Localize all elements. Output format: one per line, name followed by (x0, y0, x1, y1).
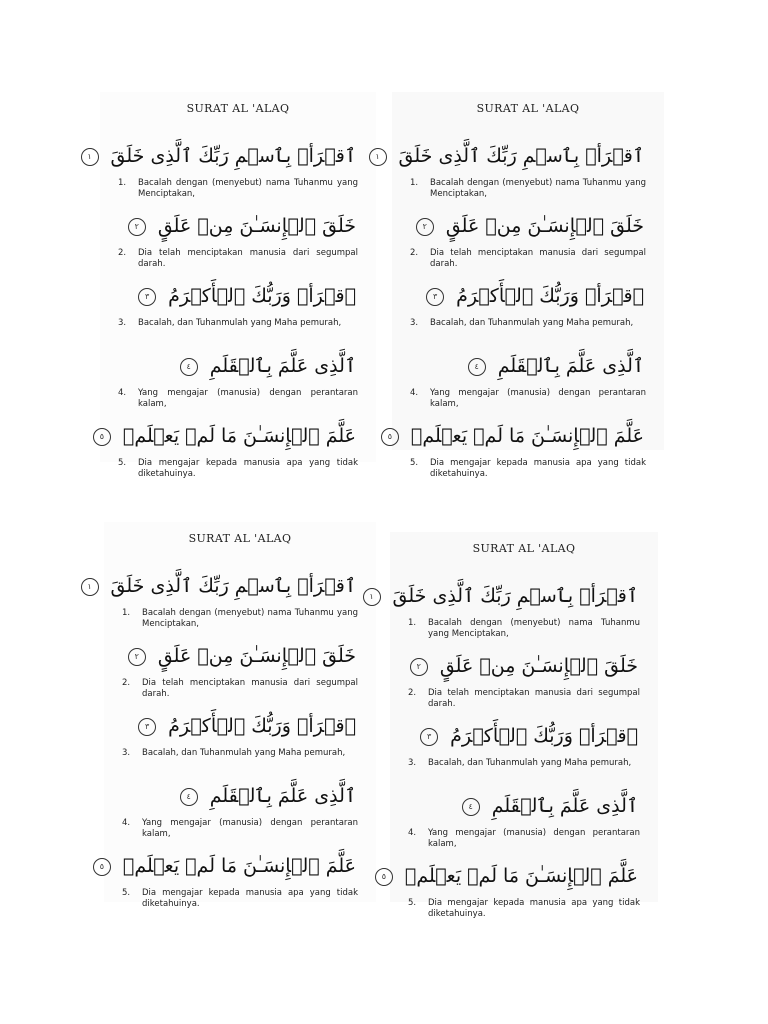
translation-text: Dia telah menciptakan manusia dari segumpal darah. (142, 678, 358, 699)
translation-text: Bacalah dengan (menyebut) nama Tuhanmu yang Menciptakan, (142, 608, 358, 629)
translation-number: 2. (408, 688, 417, 698)
arabic-verse-1 (369, 584, 658, 614)
translation-text: Yang mengajar (manusia) dengan perantaran kalam, (142, 818, 358, 839)
arabic-verse-1 (375, 144, 664, 174)
translation-number: 4. (410, 388, 419, 398)
translation-3 (392, 314, 664, 354)
translation-text: Yang mengajar (manusia) dengan perantaran kalam, (428, 828, 640, 849)
verse-number-marker: ١ (369, 148, 387, 166)
translation-1 (100, 174, 376, 214)
translation-text: Bacalah, dan Tuhanmulah yang Maha pemurah, (142, 748, 346, 758)
surah-card-top-right (375, 92, 664, 479)
surah-title: SURAT AL 'ALAQ (186, 102, 290, 115)
arabic-verse-2 (104, 644, 376, 674)
translation-text: Dia telah menciptakan manusia dari segumpal darah. (430, 248, 646, 269)
translation-text: Dia mengajar kepada manusia apa yang tidak diketahuinya. (142, 888, 358, 909)
verse-number-marker: ٤ (462, 798, 480, 816)
translation-number: 1. (410, 178, 419, 188)
arabic-text: ٱقۡرَأۡ وَرَبُّكَ ٱلۡأَكۡرَمُ (456, 285, 644, 307)
arabic-text: عَلَّمَ ٱلۡإِنسَـٰنَ مَا لَمۡ يَعۡلَمۡ (404, 865, 638, 887)
arabic-verse-5 (100, 424, 376, 454)
translation-text: Dia mengajar kepada manusia apa yang tidak diketahuinya. (430, 458, 646, 479)
verse-number-marker: ٥ (375, 868, 393, 886)
translation-text: Bacalah dengan (menyebut) nama Tuhanmu yang Menciptakan, (138, 178, 358, 199)
translation-5 (100, 454, 376, 494)
translation-number: 1. (408, 618, 417, 628)
arabic-text: خَلَقَ ٱلۡإِنسَـٰنَ مِنۡ عَلَقٍ (439, 655, 638, 677)
arabic-text: خَلَقَ ٱلۡإِنسَـٰنَ مِنۡ عَلَقٍ (157, 645, 356, 667)
translation-number: 3. (118, 318, 127, 328)
translation-number: 1. (122, 608, 131, 618)
arabic-verse-2 (100, 214, 376, 244)
translation-2 (104, 674, 376, 714)
arabic-text: ٱقۡرَأۡ بِٱسۡمِ رَبِّكَ ٱلَّذِى خَلَقَ (110, 145, 356, 167)
translation-number: 2. (118, 248, 127, 258)
translation-number: 5. (122, 888, 131, 898)
arabic-verse-5 (387, 424, 664, 454)
verse-number-marker: ٣ (138, 288, 156, 306)
arabic-verse-1 (87, 144, 376, 174)
translation-3 (390, 754, 658, 794)
translation-text: Bacalah dengan (menyebut) nama Tuhanmu yang Menciptakan, (428, 618, 640, 639)
translation-text: Dia telah menciptakan manusia dari segumpal darah. (138, 248, 358, 269)
arabic-text: ٱلَّذِى عَلَّمَ بِٱلۡقَلَمِ (491, 795, 638, 817)
translation-number: 4. (408, 828, 417, 838)
surah-card-bottom-left (87, 522, 376, 909)
translation-3 (100, 314, 376, 354)
translation-text: Dia telah menciptakan manusia dari segumpal darah. (428, 688, 640, 709)
arabic-verse-3 (392, 284, 664, 314)
translation-text: Dia mengajar kepada manusia apa yang tidak diketahuinya. (138, 458, 358, 479)
arabic-text: خَلَقَ ٱلۡإِنسَـٰنَ مِنۡ عَلَقٍ (157, 215, 356, 237)
arabic-text: ٱقۡرَأۡ وَرَبُّكَ ٱلۡأَكۡرَمُ (168, 285, 356, 307)
translation-number: 4. (118, 388, 127, 398)
translation-number: 5. (408, 898, 417, 908)
translation-2 (100, 244, 376, 284)
arabic-text: ٱقۡرَأۡ بِٱسۡمِ رَبِّكَ ٱلَّذِى خَلَقَ (110, 575, 356, 597)
translation-number: 4. (122, 818, 131, 828)
translation-2 (392, 244, 664, 284)
arabic-text: ٱلَّذِى عَلَّمَ بِٱلۡقَلَمِ (209, 785, 356, 807)
verse-number-marker: ٥ (93, 428, 111, 446)
arabic-verse-3 (100, 284, 376, 314)
translation-text: Dia mengajar kepada manusia apa yang tidak diketahuinya. (428, 898, 640, 919)
translation-1 (104, 604, 376, 644)
arabic-text: ٱلَّذِى عَلَّمَ بِٱلۡقَلَمِ (497, 355, 644, 377)
arabic-text: ٱلَّذِى عَلَّمَ بِٱلۡقَلَمِ (209, 355, 356, 377)
verse-number-marker: ٣ (426, 288, 444, 306)
arabic-verse-5 (99, 854, 376, 884)
arabic-verse-4 (100, 354, 376, 384)
translation-5 (104, 884, 376, 924)
verse-number-marker: ٢ (410, 658, 428, 676)
surah-title: SURAT AL 'ALAQ (188, 532, 292, 545)
translation-number: 1. (118, 178, 127, 188)
verse-number-marker: ٢ (128, 648, 146, 666)
surah-card-bottom-right (369, 532, 658, 919)
translation-number: 2. (122, 678, 131, 688)
arabic-verse-2 (392, 214, 664, 244)
verse-number-marker: ٢ (128, 218, 146, 236)
translation-1 (392, 174, 664, 214)
translation-text: Bacalah dengan (menyebut) nama Tuhanmu yang Menciptakan, (430, 178, 646, 199)
surah-title: SURAT AL 'ALAQ (472, 542, 576, 555)
translation-text: Bacalah, dan Tuhanmulah yang Maha pemurah, (428, 758, 632, 768)
translation-4 (104, 814, 376, 854)
arabic-text: ٱقۡرَأۡ بِٱسۡمِ رَبِّكَ ٱلَّذِى خَلَقَ (392, 585, 638, 607)
arabic-verse-5 (381, 864, 658, 894)
arabic-verse-4 (390, 794, 658, 824)
translation-number: 3. (408, 758, 417, 768)
arabic-text: ٱقۡرَأۡ وَرَبُّكَ ٱلۡأَكۡرَمُ (450, 725, 638, 747)
translation-text: Yang mengajar (manusia) dengan perantaran kalam, (430, 388, 646, 409)
arabic-verse-4 (392, 354, 664, 384)
verse-number-marker: ٤ (180, 788, 198, 806)
verse-number-marker: ١ (363, 588, 381, 606)
verse-number-marker: ٣ (138, 718, 156, 736)
translation-4 (392, 384, 664, 424)
arabic-text: خَلَقَ ٱلۡإِنسَـٰنَ مِنۡ عَلَقٍ (445, 215, 644, 237)
translation-4 (390, 824, 658, 864)
translation-3 (104, 744, 376, 784)
verse-number-marker: ٥ (381, 428, 399, 446)
translation-1 (390, 614, 658, 654)
verse-number-marker: ٣ (420, 728, 438, 746)
translation-5 (392, 454, 664, 494)
translation-number: 3. (122, 748, 131, 758)
translation-5 (390, 894, 658, 934)
arabic-text: عَلَّمَ ٱلۡإِنسَـٰنَ مَا لَمۡ يَعۡلَمۡ (410, 425, 644, 447)
verse-number-marker: ٤ (180, 358, 198, 376)
translation-number: 3. (410, 318, 419, 328)
translation-number: 2. (410, 248, 419, 258)
arabic-verse-3 (390, 724, 658, 754)
surah-title: SURAT AL 'ALAQ (476, 102, 580, 115)
translation-2 (390, 684, 658, 724)
translation-text: Bacalah, dan Tuhanmulah yang Maha pemurah, (430, 318, 634, 328)
arabic-verse-1 (87, 574, 376, 604)
translation-text: Bacalah, dan Tuhanmulah yang Maha pemurah, (138, 318, 342, 328)
arabic-text: ٱقۡرَأۡ وَرَبُّكَ ٱلۡأَكۡرَمُ (168, 715, 356, 737)
arabic-text: عَلَّمَ ٱلۡإِنسَـٰنَ مَا لَمۡ يَعۡلَمۡ (122, 855, 356, 877)
verse-number-marker: ٢ (416, 218, 434, 236)
translation-number: 5. (118, 458, 127, 468)
translation-text: Yang mengajar (manusia) dengan perantaran kalam, (138, 388, 358, 409)
arabic-verse-4 (104, 784, 376, 814)
verse-number-marker: ٥ (93, 858, 111, 876)
verse-number-marker: ١ (81, 148, 99, 166)
verse-number-marker: ٤ (468, 358, 486, 376)
surah-card-top-left (87, 92, 376, 479)
arabic-verse-2 (390, 654, 658, 684)
arabic-verse-3 (104, 714, 376, 744)
verse-number-marker: ١ (81, 578, 99, 596)
arabic-text: ٱقۡرَأۡ بِٱسۡمِ رَبِّكَ ٱلَّذِى خَلَقَ (398, 145, 644, 167)
arabic-text: عَلَّمَ ٱلۡإِنسَـٰنَ مَا لَمۡ يَعۡلَمۡ (122, 425, 356, 447)
translation-4 (100, 384, 376, 424)
translation-number: 5. (410, 458, 419, 468)
